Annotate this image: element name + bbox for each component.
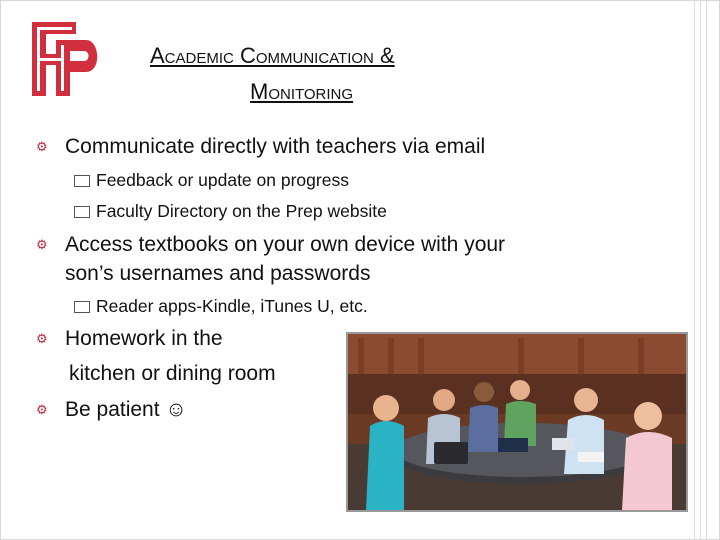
bullet-communicate: ⚙ Communicate directly with teachers via email <box>36 132 485 161</box>
title-line-2: Monitoring <box>250 79 354 104</box>
slide-title <box>150 38 610 110</box>
sub-bullet-feedback: Feedback or update on progress <box>74 168 349 192</box>
bullet-be-patient: ⚙ Be patient ☺ <box>36 395 187 424</box>
square-bullet-icon <box>74 301 90 313</box>
gear-bullet-icon: ⚙ <box>36 237 48 252</box>
students-photo <box>346 332 688 512</box>
bullet-homework: ⚙ Homework in the kitchen or dining room <box>36 324 276 388</box>
square-bullet-icon <box>74 206 90 218</box>
gear-bullet-icon: ⚙ <box>36 402 48 417</box>
gear-bullet-icon: ⚙ <box>36 139 48 154</box>
decorative-rule <box>706 0 707 540</box>
sub-bullet-reader-apps: Reader apps-Kindle, iTunes U, etc. <box>74 294 368 318</box>
school-logo <box>30 18 104 98</box>
title-line-1: Academic Communication & <box>150 43 395 68</box>
gear-bullet-icon: ⚙ <box>36 331 48 346</box>
decorative-rule <box>694 0 695 540</box>
sub-bullet-directory: Faculty Directory on the Prep website <box>74 199 387 223</box>
decorative-rule <box>700 0 701 540</box>
students-at-table-image <box>348 334 686 510</box>
square-bullet-icon <box>74 175 90 187</box>
bullet-textbooks: ⚙ Access textbooks on your own device with your son’s usernames and passwords <box>36 230 505 288</box>
